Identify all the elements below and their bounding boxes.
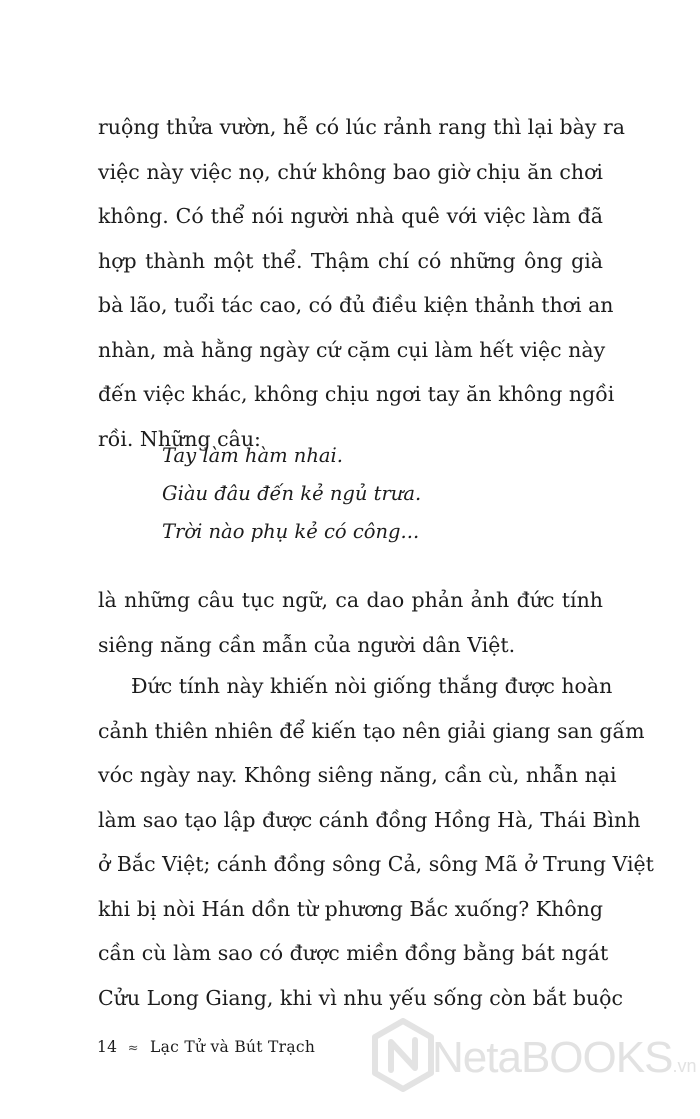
text-line: cảnh thiên nhiên để kiến tạo nên giải giang san gấm (98, 718, 645, 743)
text-line: khi bị nòi Hán dồn từ phương Bắc xuống? Không (98, 896, 603, 921)
proverb-line: Giàu đâu đến kẻ ngủ trưa. (162, 482, 422, 505)
text-line: bà lão, tuổi tác cao, có đủ điều kiện thảnh thơi an (98, 293, 614, 317)
proverb-quote (162, 437, 562, 551)
ornament-glyph: ≈ (127, 1041, 139, 1056)
text-line: rồi. Những câu: (98, 426, 261, 451)
text-line: ở Bắc Việt; cánh đồng sông Cả, sông Mã ở Trung Việt (98, 852, 654, 876)
text-line: là những câu tục ngữ, ca dao phản ảnh đức tính (98, 588, 603, 612)
text-line: Đức tính này khiến nòi giống thắng được hoàn (131, 674, 613, 698)
text-line: siêng năng cần mẫn của người dân Việt. (98, 632, 516, 657)
proverb-line: Tay làm hàm nhai. (162, 444, 343, 467)
text-line: việc này việc nọ, chứ không bao giờ chịu ăn chơi (98, 159, 603, 184)
paragraph-3 (98, 664, 654, 1020)
watermark-brand: NetaBOOKS (432, 1033, 673, 1082)
n-hexagon-logo-icon (370, 1018, 436, 1092)
text-line: đến việc khác, không chịu ngơi tay ăn không ngồi (98, 382, 615, 406)
page-number: 14 (97, 1038, 118, 1056)
text-line: làm sao tạo lập được cánh đồng Hồng Hà, Thái Bình (98, 807, 641, 832)
watermark-text (432, 1032, 696, 1092)
text-line: không. Có thể nói người nhà quê với việc làm đã (98, 204, 603, 228)
proverb-line: Trời nào phụ kẻ có công... (162, 520, 420, 543)
watermark (370, 1018, 697, 1098)
text-line: ruộng thửa vườn, hễ có lúc rảnh rang thì lại bày ra (98, 115, 625, 139)
paragraph-1 (98, 105, 625, 461)
paragraph-2 (98, 578, 603, 667)
text-line: hợp thành một thể. Thậm chí có những ông già (98, 248, 603, 273)
page-footer (97, 1034, 315, 1060)
text-line: cần cù làm sao có được miền đồng bằng bát ngát (98, 941, 609, 965)
text-line: Cửu Long Giang, khi vì nhu yếu sống còn bắt buộc (98, 985, 624, 1010)
text-line: nhàn, mà hằng ngày cứ cặm cụi làm hết việc này (98, 337, 606, 362)
watermark-domain: .vn (672, 1056, 697, 1076)
running-title: Lạc Tử và Bút Trạch (150, 1038, 316, 1056)
text-line: vóc ngày nay. Không siêng năng, cần cù, nhẫn nại (98, 763, 617, 787)
